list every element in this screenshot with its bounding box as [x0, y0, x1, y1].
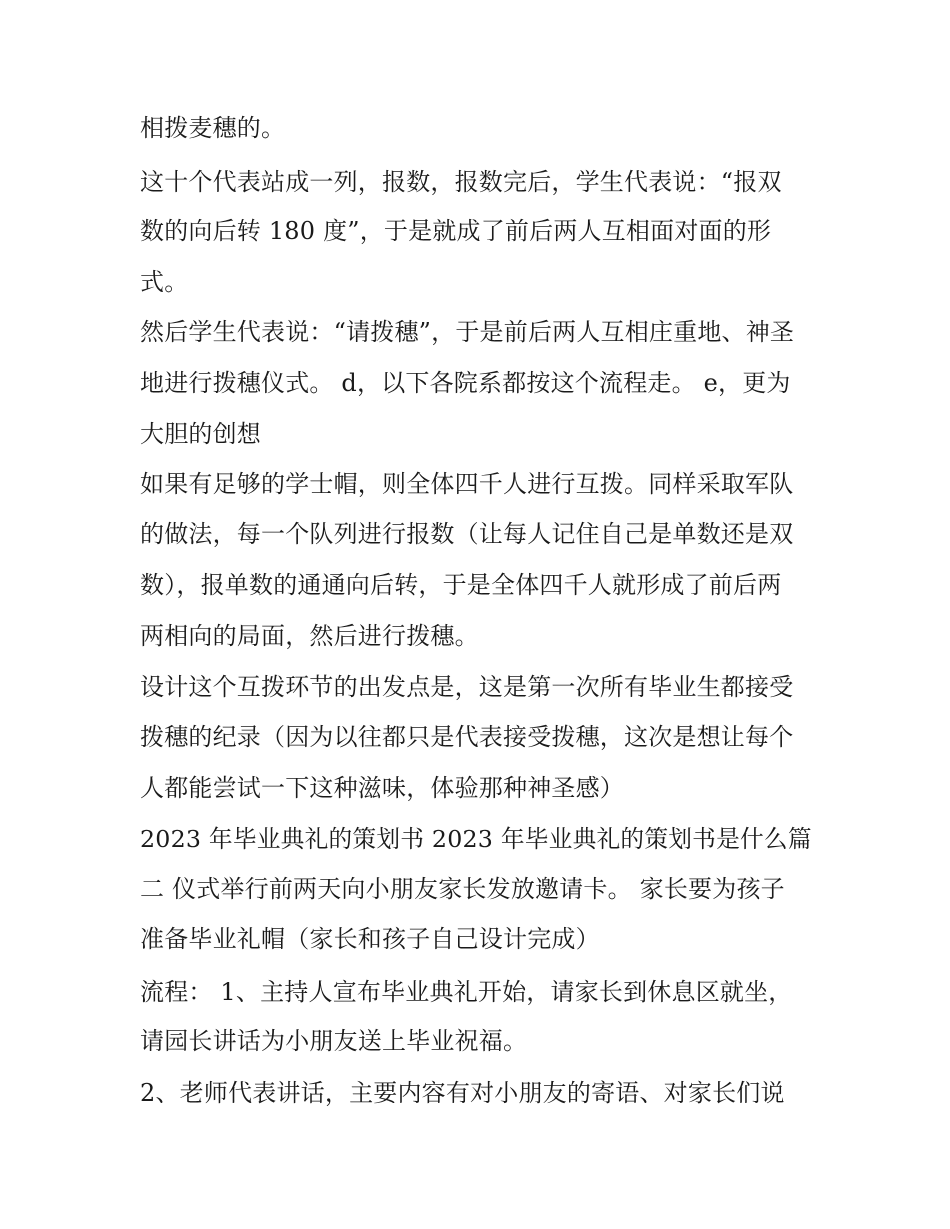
- text-line: 数），报单数的通通向后转，于是全体四千人就形成了前后两: [140, 571, 782, 599]
- text-line: 准备毕业礼帽（家长和孩子自己设计完成）: [140, 925, 600, 953]
- text-line: 流程： 1、主持人宣布毕业典礼开始，请家长到休息区就坐，: [140, 978, 793, 1006]
- text-line: 2023 年毕业典礼的策划书 2023 年毕业典礼的策划书是什么篇: [140, 825, 812, 853]
- text-line: 请园长讲话为小朋友送上毕业祝福。: [140, 1027, 528, 1055]
- text-line: 大胆的创想: [140, 420, 261, 448]
- text-line: 二 仪式举行前两天向小朋友家长发放邀请卡。 家长要为孩子: [140, 875, 785, 903]
- text-line: 设计这个互拨环节的出发点是，这是第一次所有毕业生都接受: [140, 673, 794, 701]
- text-line: 相拨麦穗的。: [140, 114, 286, 142]
- text-line: 的做法，每一个队列进行报数（让每人记住自己是单数还是双: [140, 520, 794, 548]
- text-line: 如果有足够的学士帽，则全体四千人进行互拨。同样采取军队: [140, 470, 794, 498]
- text-line: 这十个代表站成一列，报数，报数完后，学生代表说：“报双: [140, 168, 782, 196]
- text-line: 拨穗的纪录（因为以往都只是代表接受拨穗，这次是想让每个: [140, 723, 794, 751]
- text-line: 然后学生代表说：“请拨穗”，于是前后两人互相庄重地、神圣: [140, 318, 795, 346]
- text-line: 人都能尝试一下这种滋味，体验那种神圣感）: [140, 774, 624, 802]
- text-line: 2、老师代表讲话，主要内容有对小朋友的寄语、对家长们说: [140, 1079, 785, 1107]
- text-line: 式。: [140, 268, 189, 296]
- text-line: 地进行拨穗仪式。 d，以下各院系都按这个流程走。 e，更为: [140, 369, 791, 397]
- text-line: 两相向的局面，然后进行拨穗。: [140, 622, 479, 650]
- text-line: 数的向后转 180 度”，于是就成了前后两人互相面对面的形: [140, 217, 772, 245]
